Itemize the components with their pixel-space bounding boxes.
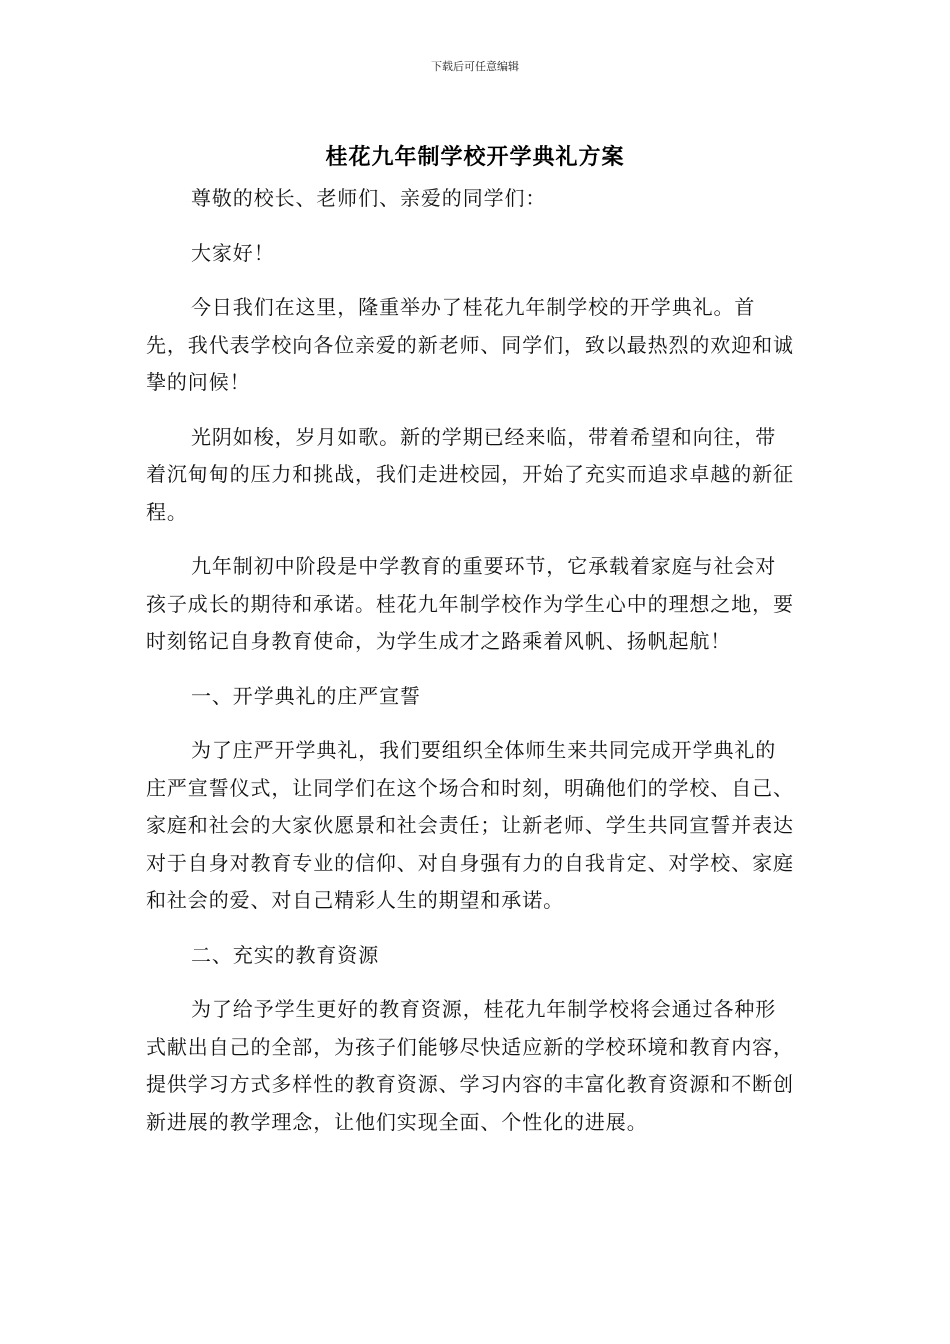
document-title: 桂花九年制学校开学典礼方案	[325, 145, 625, 170]
section-heading: 二、充实的教育资源	[191, 942, 380, 967]
body-paragraph: 为了给予学生更好的教育资源，桂花九年制学校将会通过各种形式献出自己的全部，为孩子们能够尽快适应新的学校环境和教育内容，提供学习方式多样性的教育资源、学习内容的丰富化教育资源和不断创新进展的教学理念，让他们实现全面、个性化的进展。	[146, 997, 794, 1134]
greeting: 大家好！	[191, 240, 275, 265]
section-heading: 一、开学典礼的庄严宣誓	[191, 683, 421, 708]
body-paragraph: 今日我们在这里，隆重举办了桂花九年制学校的开学典礼。首先，我代表学校向各位亲爱的新老师、同学们，致以最热烈的欢迎和诚挚的问候！	[146, 295, 794, 394]
document-body	[146, 180, 796, 1141]
header-note: 下载后可任意编辑	[431, 60, 519, 73]
body-paragraph: 九年制初中阶段是中学教育的重要环节，它承载着家庭与社会对孩子成长的期待和承诺。桂花九年制学校作为学生心中的理想之地，要时刻铭记自身教育使命，为学生成才之路乘着风帆、扬帆起航！	[146, 554, 794, 653]
body-paragraph: 为了庄严开学典礼，我们要组织全体师生来共同完成开学典礼的庄严宣誓仪式，让同学们在这个场合和时刻，明确他们的学校、自己、家庭和社会的大家伙愿景和社会责任；让新老师、学生共同宣誓并表达对于自身对教育专业的信仰、对自身强有力的自我肯定、对学校、家庭和社会的爱、对自己精彩人生的期望和承诺。	[146, 738, 794, 912]
salutation: 尊敬的校长、老师们、亲爱的同学们：	[191, 186, 547, 210]
body-paragraph: 光阴如梭，岁月如歌。新的学期已经来临，带着希望和向往，带着沉甸甸的压力和挑战，我们走进校园，开始了充实而追求卓越的新征程。	[146, 424, 794, 524]
